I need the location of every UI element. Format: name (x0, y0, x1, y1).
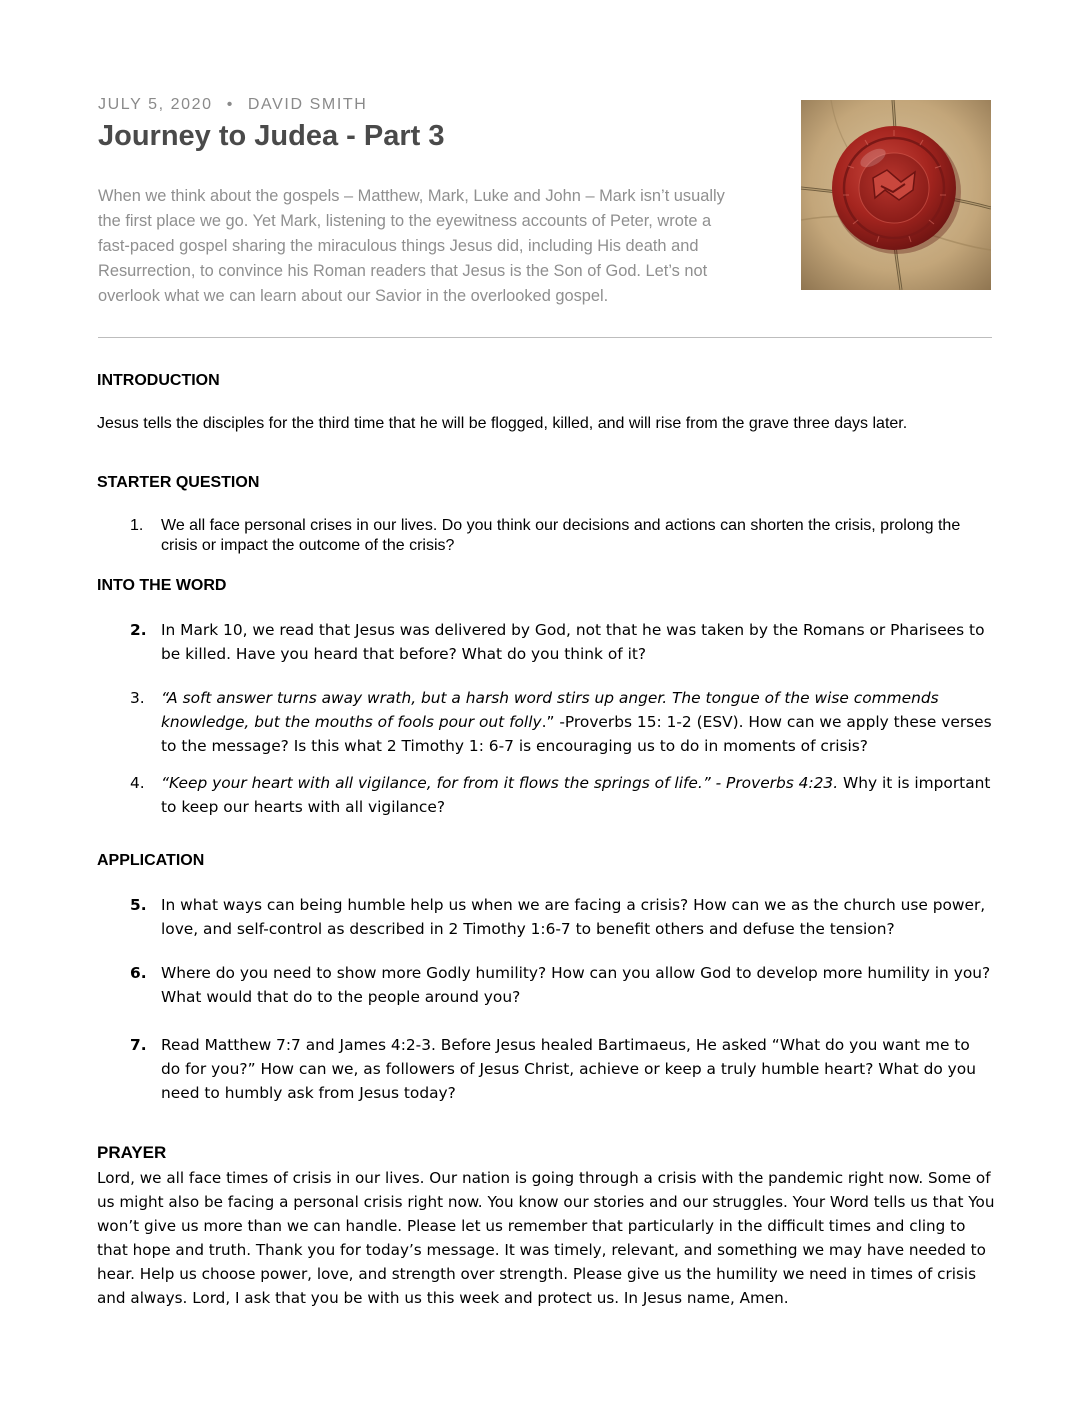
sermon-image (801, 100, 991, 290)
page-title: Journey to Judea - Part 3 (98, 120, 445, 152)
post-author: DAVID SMITH (247, 96, 368, 113)
wax-seal-icon (801, 100, 991, 290)
question-body: Why it is important to keep our hearts with all vigilance? (161, 774, 991, 816)
meta-separator: • (226, 96, 234, 113)
post-date: JULY 5, 2020 (98, 96, 213, 113)
prayer-text: Lord, we all face times of crisis in our lives. Our nation is going through a crisis with the pandemic right now. Some of us might also be facing a personal crisis right now. You know our stories and our struggles. Your Word tells us that You won’t give us more than we can handle. Please let us remember that particularly in the difficult times and cling to that hope and truth. Thank you for today’s message. It was timely, relevant, and something we may have needed to hear. Help us choose power, love, and strength over strength. Please give us the humility we need in times of crisis and always. Lord, I ask that you be with us this week and protect us. In Jesus name, Amen. (97, 1169, 995, 1307)
question-7 (97, 1033, 992, 1105)
question-number: 7. (130, 1036, 147, 1054)
introduction-heading: INTRODUCTION (97, 372, 220, 389)
into-the-word-heading: INTO THE WORD (97, 577, 227, 594)
starter-question-heading: STARTER QUESTION (97, 474, 260, 491)
application-heading: APPLICATION (97, 852, 205, 869)
question-text: We all face personal crises in our lives. Do you think our decisions and actions can shorten the crisis, prolong the crisis or impact the outcome of the crisis? (161, 517, 961, 554)
question-3 (97, 686, 992, 758)
question-text: In what ways can being humble help us when we are facing a crisis? How can we as the church use power, love, and self-control as described in 2 Timothy 1:6-7 to benefit others and defuse the tension? (161, 896, 986, 938)
question-text (161, 686, 992, 758)
question-1 (97, 516, 992, 556)
question-text: In Mark 10, we read that Jesus was delivered by God, not that he was taken by the Romans or Pharisees to be killed. Have you heard that before? What do you think of it? (161, 621, 985, 663)
question-number: 3. (130, 689, 145, 707)
question-number: 2. (130, 621, 147, 639)
question-6 (97, 961, 992, 1009)
question-number: 5. (130, 896, 147, 914)
question-text: Read Matthew 7:7 and James 4:2-3. Before Jesus healed Bartimaeus, He asked “What do you want me to do for you?” How can we, as followers of Jesus Christ, achieve or keep a truly humble heart? What do you need to humbly ask from Jesus today? (161, 1036, 976, 1102)
question-number: 4. (130, 774, 145, 792)
scripture-quote: “Keep your heart with all vigilance, for from it flows the springs of life.” - Proverbs 4:23. (161, 774, 839, 792)
sermon-summary: When we think about the gospels – Matthew, Mark, Luke and John – Mark isn’t usually the first place we go. Yet Mark, listening to the eyewitness accounts of Peter, wrote a fast-paced gospel sharing the miraculous things Jesus did, including His death and Resurrection, to convince his Roman readers that Jesus is the Son of God. Let’s not overlook what we can learn about our Savior in the overlooked gospel. (98, 187, 725, 305)
question-2 (97, 618, 992, 666)
introduction-text: Jesus tells the disciples for the third time that he will be flogged, killed, and will rise from the grave three days later. (97, 415, 908, 432)
post-meta (98, 96, 367, 114)
question-body: .” -Proverbs 15: 1-2 (ESV). How can we apply these verses to the message? Is this what 2 Timothy 1: 6-7 is encouraging us to do in moments of crisis? (161, 713, 992, 755)
question-number: 6. (130, 964, 147, 982)
scripture-quote: “A soft answer turns away wrath, but a harsh word stirs up anger. The tongue of the wise commends knowledge, but the mouths of fools pour out folly (161, 689, 939, 731)
question-text (161, 771, 992, 819)
prayer-heading: PRAYER (97, 1143, 167, 1162)
question-text: Where do you need to show more Godly humility? How can you allow God to develop more humility in you? What would that do to the people around you? (161, 964, 991, 1006)
question-5 (97, 893, 992, 941)
header-divider (98, 337, 992, 338)
question-4 (97, 771, 992, 819)
question-number: 1. (130, 517, 144, 534)
